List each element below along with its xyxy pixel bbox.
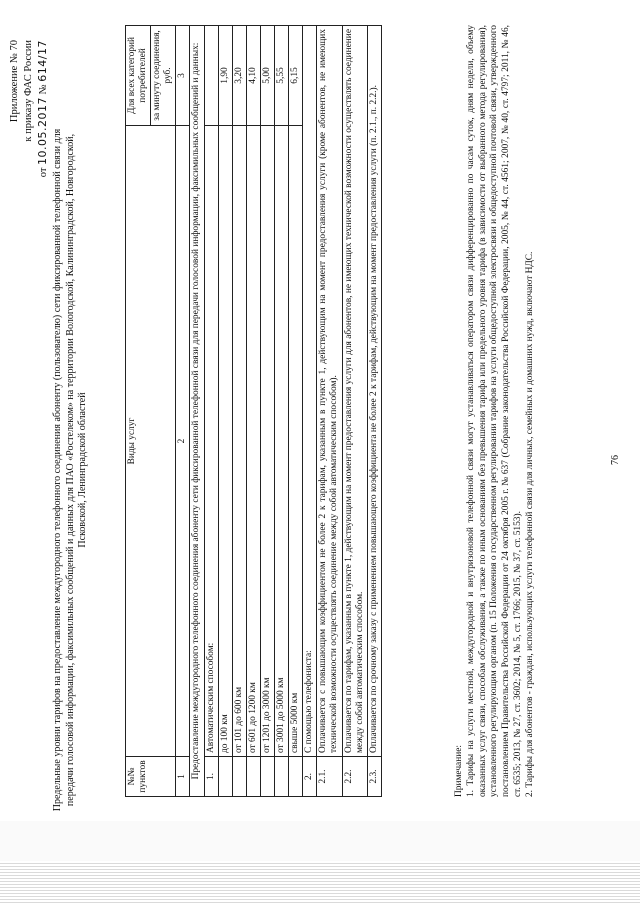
distance-label: свыше 5000 км (289, 126, 303, 757)
tariff-value: 4,10 (246, 26, 260, 126)
table-row (342, 26, 367, 797)
table-row (204, 26, 218, 797)
scan-edge-shadow (0, 861, 640, 905)
row-label: Автоматическим способом: (204, 126, 218, 757)
row-number: 2.2. (342, 757, 367, 797)
tariff-value: 5,00 (260, 26, 274, 126)
distance-label: до 100 км (218, 126, 232, 757)
table-row (275, 26, 289, 797)
header-tariff-unit: за минуту соединения, руб. (151, 26, 176, 126)
table-row (367, 26, 381, 797)
note-1: 1. Тарифы на услуги местной, междугородной и внутризоновой телефонной связи могут устанавливаться оператором связи дифференцированно по часам суток, дням недели, объему оказанных услуг связи, способам обслуживания, а также по иным основаниям без превышения тарифа или предельного уровня тарифа (в зависимости от выбранного метода регулирования), установленного регулирующим органом (п. 15 Положения о государственном регулировании тарифов на услуги общедоступной электросвязи и общедоступной почтовой связи, утвержденного постановлением Правительства Российской Федерации от 24 октября 2005 г. № 637 (Собрание законодательства Российской Федерации, 2005, № 44, ст. 4561; 2007, № 40, ст. 4797; 2011, № 46, ст. 6535; 2013, № 27, ст. 3602; 2014, № 5, ст. 1766; 2015, № 37, ст. 5153). (465, 25, 523, 797)
order-date-line (36, 40, 51, 177)
title-line-3: Псковской, Ленинградской областей (77, 392, 88, 548)
tariff-value: 1,90 (218, 26, 232, 126)
header-service: Виды услуг (126, 126, 176, 757)
header-tariff-category: Для всех категорий потребителей (126, 26, 151, 126)
order-reference: к приказу ФАС России (23, 40, 35, 142)
table-row (232, 26, 246, 797)
row-label: С помощью телефониста: (303, 26, 317, 757)
table-row (303, 26, 317, 797)
table-row (218, 26, 232, 797)
row-number: 2. (303, 757, 317, 797)
notes-heading: Примечание: (454, 744, 464, 797)
page-number: 76 (610, 455, 621, 465)
column-index: 3 (176, 26, 190, 126)
column-index-row (176, 26, 190, 797)
tariff-value: 3,20 (232, 26, 246, 126)
section-title: Предоставление междугородного телефонного соединения абоненту сети фиксированной телефонной связи для передачи голосовой информации, факсимильных сообщений и данных: (190, 26, 204, 797)
distance-label: от 3001 до 5000 км (275, 126, 289, 757)
distance-label: от 1201 до 3000 км (260, 126, 274, 757)
distance-label: от 601 до 1200 км (246, 126, 260, 757)
section-title-row (190, 26, 204, 797)
distance-label: от 101 до 600 км (232, 126, 246, 757)
document-title (52, 45, 90, 895)
appendix-label: Приложение № 70 (9, 40, 20, 123)
table-header-row (126, 26, 151, 797)
row-text: Оплачивается с повышающим коэффициентом не более 2 к тарифам, указанным в пункте 1, действующим на момент предоставления услуги (кроме абонентов, не имеющих технической возможности осуществлять соединение между собой автоматическим способом). (317, 26, 342, 757)
from-label: от (38, 167, 50, 178)
order-date: 10.05.2017 (36, 96, 50, 165)
note-2: 2. Тарифы для абонентов - граждан, использующих услуги телефонной связи для личных, семейных и домашних нужд, включают НДС. (524, 251, 535, 797)
column-index: 1 (176, 757, 190, 797)
title-line-2: передачи голосовой информации, факсимильных сообщений и данных для ПАО «Ростелеком» на территории Вологодской, Калининградской, Новгородской, (64, 133, 76, 807)
scan-margin (0, 821, 640, 861)
tariff-value: 5,55 (275, 26, 289, 126)
table-row (317, 26, 342, 797)
notes-section (454, 25, 536, 797)
header-number: №№ пунктов (126, 757, 176, 797)
tariff-value: 6,15 (289, 26, 303, 126)
tariff-table (125, 25, 382, 797)
title-line-1: Предельные уровни тарифов на предоставление междугородного телефонного соединения абоненту (пользователю) сети фиксированной телефонной связи для (52, 128, 63, 812)
row-number: 2.3. (367, 757, 381, 797)
column-index: 2 (176, 126, 190, 757)
row-text: Оплачивается по тарифам, указанным в пункте 1, действующим на момент предоставления услуги для абонентов, не имеющих технической возможности осуществлять соединение между собой автоматическим способом. (342, 26, 367, 757)
row-number: 2.1. (317, 757, 342, 797)
table-row (246, 26, 260, 797)
row-number: 1. (204, 757, 218, 797)
number-label: № (38, 84, 50, 95)
document-header (8, 40, 52, 177)
table-row (289, 26, 303, 797)
table-row (260, 26, 274, 797)
order-number: 614/17 (36, 40, 50, 82)
row-text: Оплачивается по срочному заказу с применением повышающего коэффициента не более 2 к тарифам, действующим на момент предоставления услуги (п. 2.1., п. 2.2.). (367, 26, 381, 757)
